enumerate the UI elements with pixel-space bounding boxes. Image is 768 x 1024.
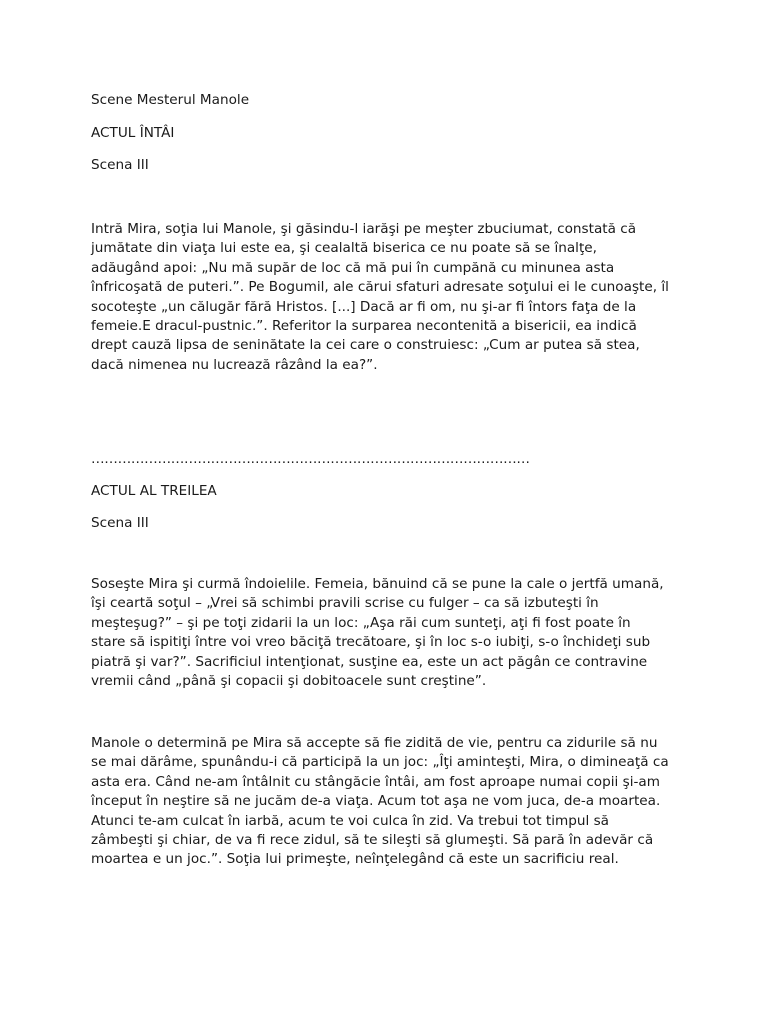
act1-paragraph	[91, 220, 691, 375]
act3-heading: ACTUL AL TREILEA	[91, 483, 217, 499]
paragraph-line: piatră şi var?”. Sacrificiul intenţionat, susţine ea, este un act păgân ce contravine	[91, 653, 648, 670]
paragraph-line: se mai dărâme, spunându-i că participă la un joc: „Îţi aminteşti, Mira, o dimineaţă ca	[91, 754, 669, 771]
paragraph-line: femeie.E dracul-pustnic.”. Referitor la surparea necontenită a bisericii, ea indică	[91, 318, 637, 335]
paragraph-line: Intră Mira, soţia lui Manole, şi găsindu-l iarăşi pe meşter zbuciumat, constată că	[91, 221, 637, 237]
paragraph-line: asta era. Când ne-am întâlnit cu stângăcie întâi, am fost aproape numai copii şi-am	[91, 773, 660, 790]
paragraph-line: Manole o determină pe Mira să accepte să fie zidită de vie, pentru ca zidurile să nu	[91, 735, 658, 751]
paragraph-line: îşi ceartă soţul – „Vrei să schimbi pravili scrise cu fulger – ca să izbuteşti în	[91, 595, 599, 612]
section-separator: ………………………………………………………………………………………	[91, 451, 530, 467]
act3-scene-heading: Scena III	[91, 515, 149, 531]
paragraph-line: vremii când „până şi copacii şi dobitoacele sunt creştine”.	[91, 673, 487, 690]
act1-heading: ACTUL ÎNTÂI	[91, 125, 175, 141]
act3-paragraph-1	[91, 575, 691, 691]
paragraph-line: început în neştire să ne jucăm de-a viaţa. Acum tot aşa ne vom juca, de-a moartea.	[91, 793, 661, 810]
document-title: Scene Mesterul Manole	[91, 92, 250, 108]
paragraph-line: adăugând apoi: „Nu mă supăr de loc că mă pui în cumpănă cu minunea asta	[91, 259, 615, 276]
act3-paragraph-2	[91, 734, 691, 870]
paragraph-line: moartea e un joc.”. Soţia lui primeşte, neînţelegând că este un sacrificiu real.	[91, 851, 619, 868]
paragraph-line: înfricoşată de puteri.”. Pe Bogumil, ale cărui sfaturi adresate soţului ei le cunoaşte, îl	[91, 279, 669, 296]
paragraph-line: stare să ispitiţi între voi vreo băciţă trecătoare, şi în loc s-o iubiţi, s-o închideţi sub	[91, 634, 651, 651]
paragraph-line: jumătate din viaţa lui este ea, şi cealaltă biserica ce nu poate să se înalţe,	[91, 240, 597, 257]
paragraph-line: drept cauză lipsa de seninătate la cei care o construiesc: „Cum ar putea să stea,	[91, 337, 640, 354]
paragraph-line: meşteşug?” – şi pe toţi zidarii la un loc: „Aşa răi cum sunteţi, aţi fi fost poate în	[91, 614, 631, 631]
paragraph-line: Soseşte Mira şi curmă îndoielile. Femeia, bănuind că se pune la cale o jertfă umană,	[91, 576, 664, 592]
act1-scene-heading: Scena III	[91, 157, 149, 173]
paragraph-line: Atunci te-am culcat în iarbă, acum te voi culca în zid. Va trebui tot timpul să	[91, 812, 609, 829]
paragraph-line: socoteşte „un călugăr fără Hristos. [...] Dacă ar fi om, nu şi-ar fi întors faţa de la	[91, 298, 637, 315]
paragraph-line: dacă nimenea nu lucrează râzând la ea?”.	[91, 356, 378, 373]
paragraph-line: zâmbeşti şi chiar, de va fi rece zidul, să te sileşti să glumeşti. Să pară în adevăr că	[91, 832, 654, 849]
